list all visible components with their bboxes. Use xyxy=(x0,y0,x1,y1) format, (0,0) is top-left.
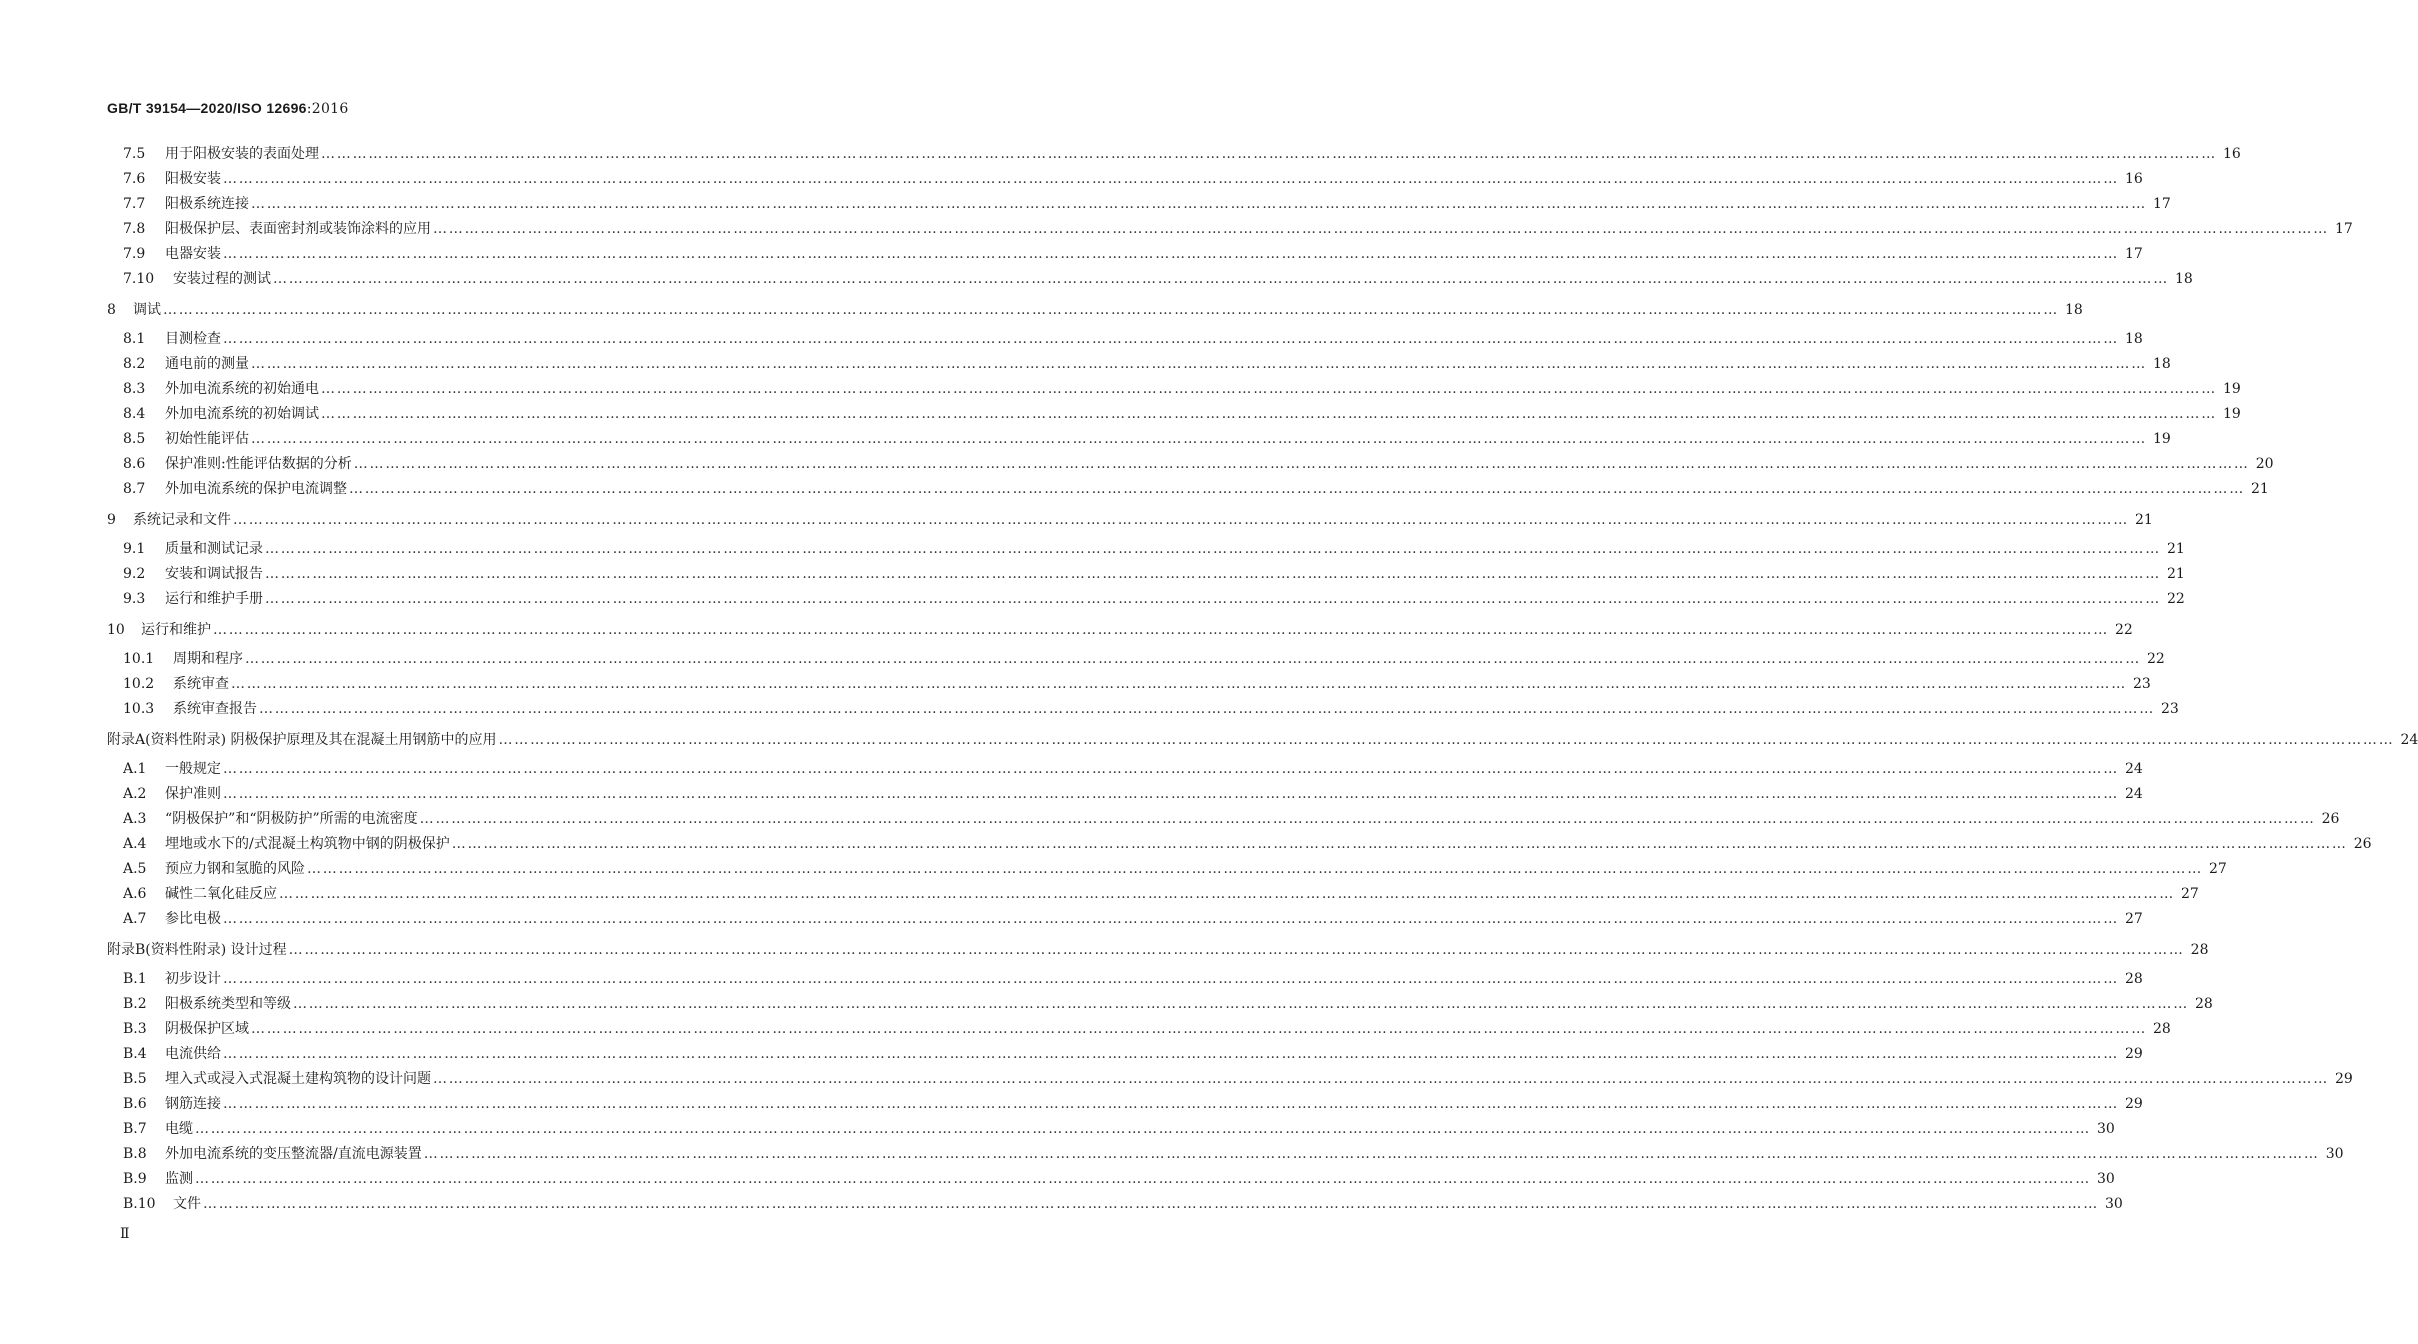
toc-entry-title: 外加电流系统的初始调试 xyxy=(165,406,319,422)
toc-entry-number: B.2 xyxy=(123,996,147,1012)
toc-entry-page: 26 xyxy=(2353,836,2372,852)
toc-leader-dots: ……………………………………………………………………………………………………………………………………………………………………………………………………………………………………………………………………………………………………………………………… xyxy=(288,942,2185,958)
toc-leader-dots: ……………………………………………………………………………………………………………………………………………………………………………………………………………………………………………………………………………………………………………………………… xyxy=(245,651,2141,667)
toc-entry-page: 16 xyxy=(2223,146,2241,162)
toc-entry-page: 17 xyxy=(2125,246,2143,262)
toc-entry[interactable] xyxy=(123,403,2241,425)
toc-leader-dots: ……………………………………………………………………………………………………………………………………………………………………………………………………………………………………………………………………………………………………………………………… xyxy=(265,541,2161,557)
toc-entry-page: 26 xyxy=(2321,811,2340,827)
toc-entry-page: 21 xyxy=(2167,541,2185,557)
toc-entry-page: 19 xyxy=(2223,381,2241,397)
document-header xyxy=(107,100,349,117)
toc-entry-page: 18 xyxy=(2125,331,2143,347)
toc-entry-page: 30 xyxy=(2105,1196,2123,1212)
toc-entry-title: 系统审查报告 xyxy=(173,701,257,717)
toc-entry[interactable] xyxy=(123,1118,2115,1140)
toc-entry[interactable] xyxy=(107,939,2209,961)
toc-entry-title: 电缆 xyxy=(165,1121,193,1137)
toc-entry-number: A.6 xyxy=(123,886,147,902)
toc-entry-title: 初始性能评估 xyxy=(165,431,249,447)
toc-leader-dots: ……………………………………………………………………………………………………………………………………………………………………………………………………………………………………………………………………………………………………………………………… xyxy=(223,1096,2119,1112)
toc-entry[interactable] xyxy=(123,453,2274,475)
toc-entry[interactable] xyxy=(123,758,2143,780)
toc-entry[interactable] xyxy=(123,143,2241,165)
toc-entry-title: 埋入式或浸入式混凝土建构筑物的设计问题 xyxy=(165,1071,431,1087)
toc-entry-title: 碱性二氧化硅反应 xyxy=(165,886,277,902)
toc-entry-page: 27 xyxy=(2209,861,2227,877)
toc-entry-page: 18 xyxy=(2175,271,2193,287)
toc-entry[interactable] xyxy=(107,509,2153,531)
toc-entry[interactable] xyxy=(123,883,2199,905)
toc-entry-title: 安装和调试报告 xyxy=(165,566,263,582)
toc-entry-number: 7.6 xyxy=(123,171,146,187)
toc-entry[interactable] xyxy=(123,783,2143,805)
toc-entry-page: 18 xyxy=(2153,356,2171,372)
toc-entry-page: 24 xyxy=(2400,732,2418,748)
toc-entry-page: 22 xyxy=(2147,651,2165,667)
toc-entry[interactable] xyxy=(123,428,2171,450)
toc-entry-page: 29 xyxy=(2335,1071,2353,1087)
toc-entry-number: 7.7 xyxy=(123,196,146,212)
toc-entry[interactable] xyxy=(123,993,2213,1015)
toc-entry-number: A.3 xyxy=(123,811,147,827)
toc-entry-page: 27 xyxy=(2181,886,2199,902)
standard-code: GB/T 39154—2020/ xyxy=(107,100,238,116)
toc-leader-dots: ……………………………………………………………………………………………………………………………………………………………………………………………………………………………………………………………………………………………………………………………… xyxy=(433,1071,2329,1087)
toc-entry-number: B.9 xyxy=(123,1171,147,1187)
toc-entry-page: 21 xyxy=(2135,512,2153,528)
toc-entry-page: 28 xyxy=(2190,942,2209,958)
toc-entry-page: 16 xyxy=(2125,171,2143,187)
toc-entry-title: 周期和程序 xyxy=(173,651,243,667)
toc-leader-dots: ……………………………………………………………………………………………………………………………………………………………………………………………………………………………………………………………………………………………………………………………… xyxy=(419,811,2316,827)
toc-leader-dots: ……………………………………………………………………………………………………………………………………………………………………………………………………………………………………………………………………………………………………………………………… xyxy=(279,886,2175,902)
toc-entry-title: 外加电流系统的初始通电 xyxy=(165,381,319,397)
toc-entry[interactable] xyxy=(123,908,2143,930)
toc-entry-number: 附录B xyxy=(107,942,146,958)
toc-entry[interactable] xyxy=(123,1193,2123,1215)
toc-entry-number: 8.5 xyxy=(123,431,146,447)
toc-entry-title: 埋地或水下的/式混凝土构筑物中钢的阴极保护 xyxy=(165,836,450,852)
toc-entry-page: 28 xyxy=(2125,971,2143,987)
toc-entry-number: 7.9 xyxy=(123,246,146,262)
toc-entry-number: 7.5 xyxy=(123,146,146,162)
toc-entry-number: B.3 xyxy=(123,1021,147,1037)
toc-entry-number: 10.2 xyxy=(123,676,155,692)
toc-entry[interactable] xyxy=(123,218,2353,240)
toc-entry[interactable] xyxy=(123,858,2227,880)
toc-entry-page: 17 xyxy=(2153,196,2171,212)
toc-entry-number: 8.6 xyxy=(123,456,146,472)
toc-entry-page: 17 xyxy=(2335,221,2353,237)
toc-entry-page: 27 xyxy=(2125,911,2143,927)
toc-entry[interactable] xyxy=(123,193,2171,215)
toc-entry-number: A.7 xyxy=(123,911,147,927)
toc-entry-number: A.4 xyxy=(123,836,147,852)
toc-leader-dots: ……………………………………………………………………………………………………………………………………………………………………………………………………………………………………………………………………………………………………………………………… xyxy=(451,836,2348,852)
page-number: Ⅱ xyxy=(120,1226,130,1242)
toc-entry[interactable] xyxy=(123,378,2241,400)
toc-entry[interactable] xyxy=(123,588,2185,610)
toc-leader-dots: ……………………………………………………………………………………………………………………………………………………………………………………………………………………………………………………………………………………………………………………………… xyxy=(433,221,2329,237)
toc-entry[interactable] xyxy=(123,478,2269,500)
toc-leader-dots: ……………………………………………………………………………………………………………………………………………………………………………………………………………………………………………………………………………………………………………………………… xyxy=(223,331,2119,347)
toc-leader-dots: ……………………………………………………………………………………………………………………………………………………………………………………………………………………………………………………………………………………………………………………………… xyxy=(223,761,2119,777)
toc-leader-dots: ……………………………………………………………………………………………………………………………………………………………………………………………………………………………………………………………………………………………………………………………… xyxy=(231,676,2127,692)
toc-entry[interactable] xyxy=(123,968,2143,990)
toc-leader-dots: ……………………………………………………………………………………………………………………………………………………………………………………………………………………………………………………………………………………………………………………………… xyxy=(223,1046,2119,1062)
toc-leader-dots: ……………………………………………………………………………………………………………………………………………………………………………………………………………………………………………………………………………………………………………………………… xyxy=(307,861,2203,877)
toc-entry-page: 24 xyxy=(2125,786,2143,802)
toc-entry-number: B.8 xyxy=(123,1146,147,1162)
toc-leader-dots: ……………………………………………………………………………………………………………………………………………………………………………………………………………………………………………………………………………………………………………………………… xyxy=(251,196,2147,212)
toc-entry-title: 运行和维护手册 xyxy=(165,591,263,607)
toc-entry[interactable] xyxy=(123,833,2372,855)
toc-leader-dots: ……………………………………………………………………………………………………………………………………………………………………………………………………………………………………………………………………………………………………………………………… xyxy=(265,566,2161,582)
toc-entry-number: B.4 xyxy=(123,1046,147,1062)
toc-entry[interactable] xyxy=(123,268,2193,290)
toc-leader-dots: ……………………………………………………………………………………………………………………………………………………………………………………………………………………………………………………………………………………………………………………………… xyxy=(195,1171,2091,1187)
toc-entry[interactable] xyxy=(123,1168,2115,1190)
toc-entry-title: 文件 xyxy=(173,1196,201,1212)
iso-code: ISO 12696 xyxy=(237,100,307,116)
toc-entry[interactable] xyxy=(123,1143,2344,1165)
toc-entry-number: 9.2 xyxy=(123,566,146,582)
toc-leader-dots: ……………………………………………………………………………………………………………………………………………………………………………………………………………………………………………………………………………………………………………………………… xyxy=(213,622,2109,638)
toc-leader-dots: ……………………………………………………………………………………………………………………………………………………………………………………………………………………………………………………………………………………………………………………………… xyxy=(273,271,2169,287)
toc-entry-page: 28 xyxy=(2195,996,2213,1012)
toc-leader-dots: ……………………………………………………………………………………………………………………………………………………………………………………………………………………………………………………………………………………………………………………………… xyxy=(265,591,2161,607)
toc-entry-title: 一般规定 xyxy=(165,761,221,777)
toc-entry[interactable] xyxy=(123,698,2179,720)
toc-leader-dots: ……………………………………………………………………………………………………………………………………………………………………………………………………………………………………………………………………………………………………………………………… xyxy=(251,1021,2147,1037)
iso-year: :2016 xyxy=(306,101,349,117)
toc-leader-dots: ……………………………………………………………………………………………………………………………………………………………………………………………………………………………………………………………………………………………………………………………… xyxy=(321,381,2217,397)
toc-entry-page: 30 xyxy=(2097,1121,2115,1137)
toc-leader-dots: ……………………………………………………………………………………………………………………………………………………………………………………………………………………………………………………………………………………………………………………………… xyxy=(251,431,2147,447)
toc-entry-title: 阴极保护区域 xyxy=(165,1021,249,1037)
toc-entry-number: 8.4 xyxy=(123,406,146,422)
toc-entry-title: 阳极系统类型和等级 xyxy=(165,996,291,1012)
toc-entry-page: 19 xyxy=(2153,431,2171,447)
toc-entry-number: 10 xyxy=(107,622,125,638)
toc-entry-title: 安装过程的测试 xyxy=(173,271,271,287)
toc-entry-page: 20 xyxy=(2255,456,2274,472)
toc-entry[interactable] xyxy=(123,648,2165,670)
toc-entry-number: 7.8 xyxy=(123,221,146,237)
toc-leader-dots: ……………………………………………………………………………………………………………………………………………………………………………………………………………………………………………………………………………………………………………………………… xyxy=(349,481,2245,497)
toc-entry-page: 21 xyxy=(2251,481,2269,497)
toc-entry-number: B.5 xyxy=(123,1071,147,1087)
toc-leader-dots: ……………………………………………………………………………………………………………………………………………………………………………………………………………………………………………………………………………………………………………………………… xyxy=(498,732,2395,748)
toc-entry-page: 29 xyxy=(2125,1096,2143,1112)
toc-leader-dots: ……………………………………………………………………………………………………………………………………………………………………………………………………………………………………………………………………………………………………………………………… xyxy=(293,996,2189,1012)
toc-entry-number: A.5 xyxy=(123,861,147,877)
toc-entry-number: 8.3 xyxy=(123,381,146,397)
toc-entry-title: 运行和维护 xyxy=(141,622,211,638)
toc-entry-title: 阳极保护层、表面密封剂或装饰涂料的应用 xyxy=(165,221,431,237)
toc-entry-title: 参比电极 xyxy=(165,911,221,927)
toc-entry-title: 通电前的测量 xyxy=(165,356,249,372)
toc-leader-dots: ……………………………………………………………………………………………………………………………………………………………………………………………………………………………………………………………………………………………………………………………… xyxy=(223,786,2119,802)
toc-entry-title: 电流供给 xyxy=(165,1046,221,1062)
toc-entry-page: 30 xyxy=(2325,1146,2344,1162)
toc-entry[interactable] xyxy=(107,729,2418,751)
toc-leader-dots: ……………………………………………………………………………………………………………………………………………………………………………………………………………………………………………………………………………………………………………………………… xyxy=(233,512,2129,528)
toc-entry-page: 22 xyxy=(2115,622,2133,638)
toc-entry[interactable] xyxy=(123,1093,2143,1115)
toc-entry-number: 8.2 xyxy=(123,356,146,372)
toc-entry-page: 29 xyxy=(2125,1046,2143,1062)
toc-entry-title: 监测 xyxy=(165,1171,193,1187)
toc-leader-dots: ……………………………………………………………………………………………………………………………………………………………………………………………………………………………………………………………………………………………………………………………… xyxy=(259,701,2155,717)
toc-entry-title: 电器安装 xyxy=(165,246,221,262)
toc-entry-title: 系统审查 xyxy=(173,676,229,692)
toc-leader-dots: ……………………………………………………………………………………………………………………………………………………………………………………………………………………………………………………………………………………………………………………………… xyxy=(251,356,2147,372)
toc-leader-dots: ……………………………………………………………………………………………………………………………………………………………………………………………………………………………………………………………………………………………………………………………… xyxy=(423,1146,2320,1162)
toc-entry[interactable] xyxy=(107,619,2133,641)
toc-entry-number: 9.3 xyxy=(123,591,146,607)
toc-entry-number: 附录A xyxy=(107,732,146,748)
toc-entry-title: 预应力钢和氢脆的风险 xyxy=(165,861,305,877)
toc-entry[interactable] xyxy=(123,1018,2171,1040)
toc-entry-title: (资料性附录) 设计过程 xyxy=(145,942,287,958)
toc-entry-number: 7.10 xyxy=(123,271,155,287)
toc-entry-title: 调试 xyxy=(133,302,161,318)
toc-entry-number: A.2 xyxy=(123,786,147,802)
toc-entry-number: 8 xyxy=(107,302,116,318)
toc-entry-page: 22 xyxy=(2167,591,2185,607)
toc-entry[interactable] xyxy=(123,808,2340,830)
toc-entry-number: A.1 xyxy=(123,761,147,777)
toc-entry-title: 外加电流系统的保护电流调整 xyxy=(165,481,347,497)
toc-entry-title: 目测检查 xyxy=(165,331,221,347)
toc-leader-dots: ……………………………………………………………………………………………………………………………………………………………………………………………………………………………………………………………………………………………………………………………… xyxy=(195,1121,2091,1137)
toc-entry-title: 用于阳极安装的表面处理 xyxy=(165,146,319,162)
toc-entry-number: B.6 xyxy=(123,1096,147,1112)
toc-entry[interactable] xyxy=(123,168,2143,190)
toc-entry-number: 8.7 xyxy=(123,481,146,497)
toc-entry-number: 9 xyxy=(107,512,116,528)
toc-entry-title: 质量和测试记录 xyxy=(165,541,263,557)
toc-entry-title: 保护准则:性能评估数据的分析 xyxy=(165,456,352,472)
toc-leader-dots: ……………………………………………………………………………………………………………………………………………………………………………………………………………………………………………………………………………………………………………………………… xyxy=(223,971,2119,987)
toc-entry-number: 10.1 xyxy=(123,651,155,667)
toc-entry-page: 23 xyxy=(2133,676,2151,692)
toc-entry-number: B.7 xyxy=(123,1121,147,1137)
toc-entry-title: 外加电流系统的变压整流器/直流电源装置 xyxy=(165,1146,422,1162)
toc-leader-dots: ……………………………………………………………………………………………………………………………………………………………………………………………………………………………………………………………………………………………………………………………… xyxy=(163,302,2059,318)
toc-entry-title: 初步设计 xyxy=(165,971,221,987)
toc-entry[interactable] xyxy=(123,243,2143,265)
toc-leader-dots: ……………………………………………………………………………………………………………………………………………………………………………………………………………………………………………………………………………………………………………………………… xyxy=(223,171,2119,187)
toc-entry-title: 系统记录和文件 xyxy=(133,512,231,528)
toc-entry-title: (资料性附录) 阴极保护原理及其在混凝土用钢筋中的应用 xyxy=(145,732,497,748)
toc-leader-dots: ……………………………………………………………………………………………………………………………………………………………………………………………………………………………………………………………………………………………………………………………… xyxy=(223,246,2119,262)
toc-entry[interactable] xyxy=(123,538,2185,560)
toc-entry[interactable] xyxy=(123,353,2171,375)
toc-entry-number: 8.1 xyxy=(123,331,146,347)
toc-entry-page: 24 xyxy=(2125,761,2143,777)
toc-entry[interactable] xyxy=(123,1043,2143,1065)
toc-leader-dots: ……………………………………………………………………………………………………………………………………………………………………………………………………………………………………………………………………………………………………………………………… xyxy=(203,1196,2099,1212)
toc-entry[interactable] xyxy=(123,1068,2353,1090)
toc-leader-dots: ……………………………………………………………………………………………………………………………………………………………………………………………………………………………………………………………………………………………………………………………… xyxy=(321,146,2217,162)
toc-entry-page: 19 xyxy=(2223,406,2241,422)
toc-entry-page: 30 xyxy=(2097,1171,2115,1187)
toc-entry-title: “阴极保护”和“阴极防护”所需的电流密度 xyxy=(165,811,418,827)
toc-entry-title: 保护准则 xyxy=(165,786,221,802)
toc-leader-dots: ……………………………………………………………………………………………………………………………………………………………………………………………………………………………………………………………………………………………………………………………… xyxy=(353,456,2250,472)
toc-entry-number: B.1 xyxy=(123,971,147,987)
toc-entry[interactable] xyxy=(123,328,2143,350)
toc-entry-page: 18 xyxy=(2065,302,2083,318)
toc-entry[interactable] xyxy=(107,299,2083,321)
toc-entry-page: 28 xyxy=(2153,1021,2171,1037)
toc-entry-title: 阳极安装 xyxy=(165,171,221,187)
toc-entry-page: 21 xyxy=(2167,566,2185,582)
toc-entry-page: 23 xyxy=(2161,701,2179,717)
toc-entry[interactable] xyxy=(123,673,2151,695)
toc-entry-number: B.10 xyxy=(123,1196,156,1212)
toc-entry-number: 10.3 xyxy=(123,701,155,717)
toc-entry-number: 9.1 xyxy=(123,541,146,557)
toc-entry-title: 阳极系统连接 xyxy=(165,196,249,212)
toc-leader-dots: ……………………………………………………………………………………………………………………………………………………………………………………………………………………………………………………………………………………………………………………………… xyxy=(223,911,2119,927)
toc-entry[interactable] xyxy=(123,563,2185,585)
toc-entry-title: 钢筋连接 xyxy=(165,1096,221,1112)
toc-leader-dots: ……………………………………………………………………………………………………………………………………………………………………………………………………………………………………………………………………………………………………………………………… xyxy=(321,406,2217,422)
